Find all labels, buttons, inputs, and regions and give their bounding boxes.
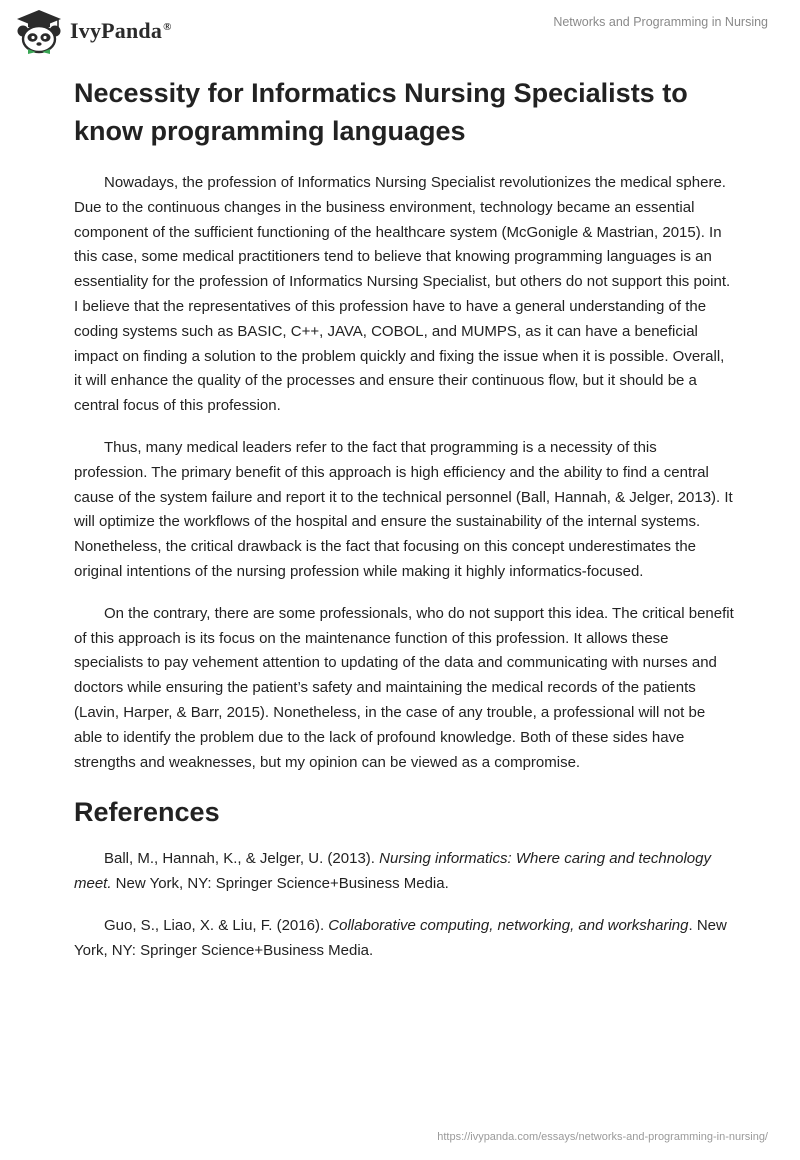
- brand-name: IvyPanda®: [70, 18, 172, 43]
- article-title: Necessity for Informatics Nursing Specialists to know programming languages: [74, 78, 688, 146]
- article: [74, 74, 734, 981]
- paragraph-3: On the contrary, there are some professionals, who do not support this idea. The critical benefit of this approach is its focus on the maintenance function of this profession. It allows these specialists to pay vehement attention to updating of the data and communicating with nurses and doctors while ensuring the patient’s safety and maintaining the medical records of the patients (Lavin, Harper, & Barr, 2015). Nonetheless, in the case of any trouble, a professional will not be able to identify the problem due to the lack of profound knowledge. Both of these sides have strengths and weaknesses, but my opinion can be viewed as a compromise.: [74, 604, 734, 771]
- page-header: [0, 0, 800, 60]
- reference-item: [74, 914, 734, 964]
- registered-mark: ®: [163, 20, 172, 33]
- reference-title: Collaborative computing, networking, and worksharing: [328, 916, 689, 934]
- running-title: Networks and Programming in Nursing: [553, 15, 768, 29]
- reference-publisher: New York, NY: Springer Science+Business Media.: [111, 875, 449, 893]
- paragraph-1: Nowadays, the profession of Informatics Nursing Specialist revolutionizes the medical sphere. Due to the continuous changes in the business environment, technology became an essential component of the sufficient functioning of the healthcare system (McGonigle & Mastrian, 2015). In this case, some medical practitioners tend to believe that knowing programming languages is an essentiality for the profession of Informatics Nursing Specialist, but others do not support this point. I believe that the representatives of this profession have to have a general understanding of the coding systems such as BASIC, C++, JAVA, COBOL, and MUMPS, as it can have a beneficial impact on finding a solution to the problem quickly and fixing the issue when it is possible. Overall, it will enhance the quality of the processes and ensure their continuous flow, but it should be a central focus of this profession.: [74, 174, 731, 415]
- paragraph-2: Thus, many medical leaders refer to the fact that programming is a necessity of this profession. The primary benefit of this approach is high efficiency and the ability to find a central cause of the system failure and report it to the technical personnel (Ball, Hannah, & Jelger, 2013). It will optimize the workflows of the hospital and ensure the sustainability of the internal systems. Nonetheless, the critical drawback is the fact that focusing on this concept underestimates the original intentions of the nursing profession while making it highly informatics-focused.: [74, 438, 733, 580]
- reference-item: [74, 847, 734, 897]
- panda-graduate-icon: [14, 8, 64, 54]
- reference-title: Nursing informatics: Where caring and technology meet.: [74, 850, 711, 893]
- source-url[interactable]: https://ivypanda.com/essays/networks-and-programming-in-nursing/: [437, 1131, 768, 1143]
- brand-logo[interactable]: [14, 8, 172, 54]
- reference-authors: Ball, M., Hannah, K., & Jelger, U. (2013).: [104, 850, 380, 868]
- references-heading: References: [74, 797, 220, 828]
- reference-authors: Guo, S., Liao, X. & Liu, F. (2016).: [104, 916, 329, 934]
- reference-publisher: . New York, NY: Springer Science+Business Media.: [74, 916, 727, 959]
